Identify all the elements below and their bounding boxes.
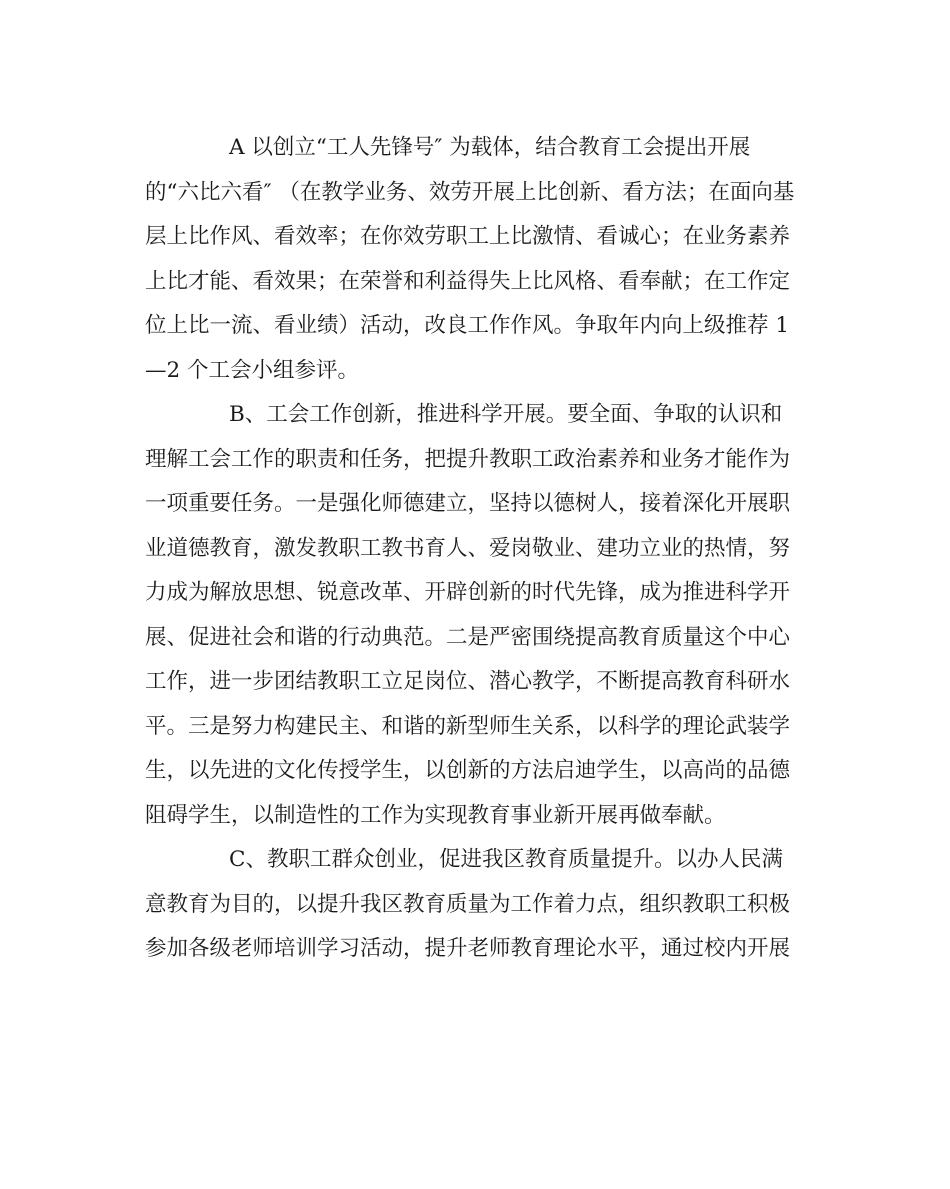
- paragraph-line: 阻碍学生，以制造性的工作为实现教育事业新开展再做奉献。: [145, 802, 726, 828]
- paragraph-b: [145, 393, 810, 838]
- paragraph-a: [145, 126, 810, 393]
- paragraph-line: —2 个工会小组参评。: [145, 357, 360, 383]
- paragraph-line: B、工会工作创新，推进科学开展。要全面、争取的认识和: [229, 402, 783, 427]
- paragraph-line: A 以创立“工人先锋号″ 为载体，结合教育工会提出开展: [229, 135, 751, 160]
- paragraph-line: 一项重要任务。一是强化师德建立，坚持以德树人，接着深化开展职: [145, 491, 791, 516]
- paragraph-line: 上比才能、看效果；在荣誉和利益得失上比风格、看奉献；在工作定: [145, 268, 791, 294]
- paragraph-line: 平。三是努力构建民主、和谐的新型师生关系，以科学的理论武装学: [145, 713, 791, 739]
- paragraph-c: [145, 838, 810, 972]
- paragraph-line: 展、促进社会和谐的行动典范。二是严密围绕提高教育质量这个中心: [145, 624, 791, 650]
- paragraph-line: 业道德教育，激发教职工教书育人、爱岗敬业、建功立业的热情，努: [145, 535, 791, 561]
- paragraph-line: 力成为解放思想、锐意改革、开辟创新的时代先锋，成为推进科学开: [145, 580, 791, 605]
- paragraph-line: 生，以先进的文化传授学生，以创新的方法启迪学生，以高尚的品德: [145, 758, 791, 783]
- paragraph-line: C、教职工群众创业，促进我区教育质量提升。以办人民满: [229, 847, 783, 872]
- paragraph-line: 层上比作风、看效率；在你效劳职工上比激情、看诚心；在业务素养: [145, 224, 791, 249]
- document-body: [145, 126, 810, 972]
- paragraph-line: 理解工会工作的职责和任务，把提升教职工政治素养和业务才能作为: [145, 446, 791, 472]
- paragraph-line: 意教育为目的，以提升我区教育质量为工作着力点，组织教职工积极: [145, 891, 791, 917]
- paragraph-line: 的“六比六看″ （在教学业务、效劳开展上比创新、看方法；在面向基: [145, 179, 795, 205]
- paragraph-line: 工作，进一步团结教职工立足岗位、潜心教学，不断提高教育科研水: [145, 669, 791, 694]
- paragraph-line: 位上比一流、看业绩）活动，改良工作作风。争取年内向上级推荐 1: [145, 313, 790, 338]
- paragraph-line: 参加各级老师培训学习活动，提升老师教育理论水平，通过校内开展: [145, 936, 791, 961]
